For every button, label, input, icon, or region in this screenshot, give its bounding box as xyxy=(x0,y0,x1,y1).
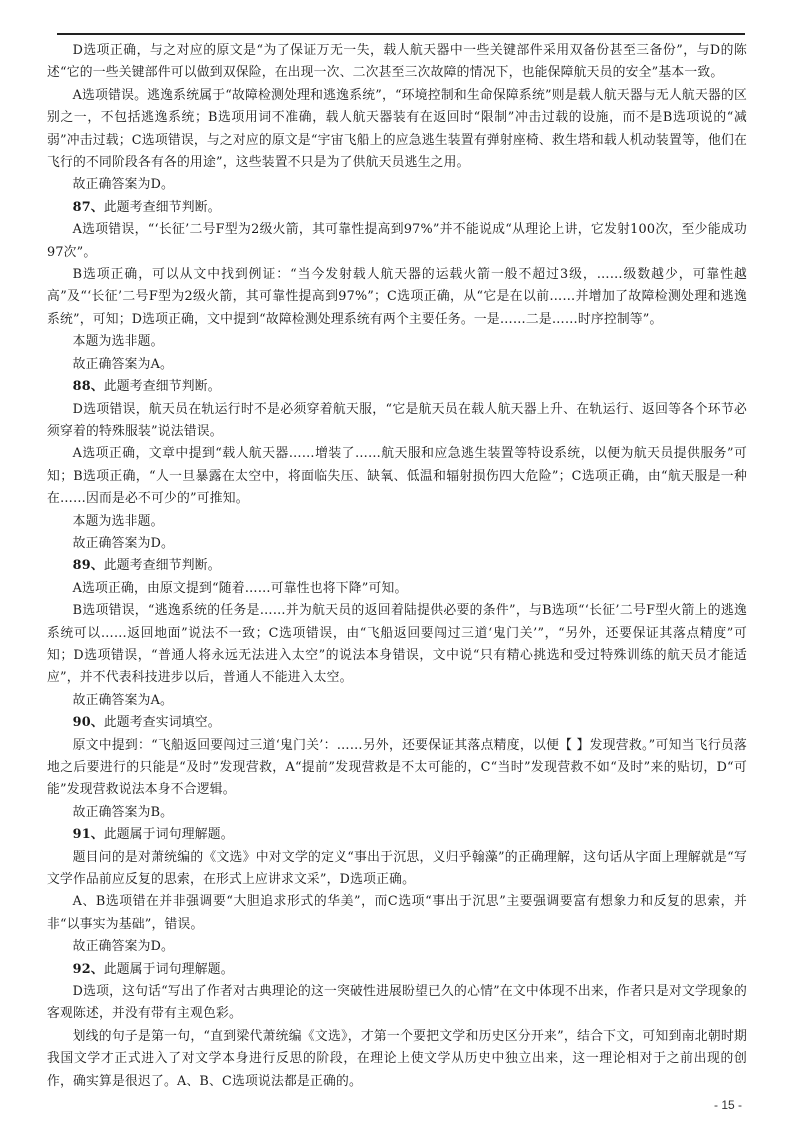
question-number: 88、 xyxy=(72,379,104,395)
question-heading xyxy=(47,959,747,981)
question-number: 87、 xyxy=(72,199,104,215)
page-number: - 15 - xyxy=(713,1098,742,1112)
question-number: 89、 xyxy=(72,558,104,574)
body-paragraph: 故正确答案为D。 xyxy=(72,939,175,955)
question-heading xyxy=(47,197,747,219)
body-paragraph: 本题为选非题。 xyxy=(72,513,164,529)
body-paragraph: A选项正确，由原文提到“随着……可靠性也将下降”可知。 xyxy=(72,580,408,596)
body-paragraph: 故正确答案为D。 xyxy=(72,177,175,193)
body-paragraph: A选项错误，“‘长征’二号F型为2级火箭，其可靠性提高到97%”并不能说成“从理论上讲，它发射100次，至少能成功97次”。 xyxy=(47,222,747,260)
body-paragraph: A、B选项错在并非强调要“大胆追求形式的华美”，而C选项“事出于沉思”主要强调要富有想象力和反复的思索，并非“以事实为基础”，错误。 xyxy=(47,894,747,932)
body-paragraph: D选项正确，与之对应的原文是“为了保证万无一失，载人航天器中一些关键部件采用双备份甚至三备份”，与D的陈述“它的一些关键部件可以做到双保险，在出现一次、二次甚至三次故障的情况下，也能保障航天员的安全”基本一致。 xyxy=(47,43,747,81)
body-paragraph: A选项错误。逃逸系统属于“故障检测处理和逃逸系统”，“环境控制和生命保障系统”则是载人航天器与无人航天器的区别之一，不包括逃逸系统；B选项用词不准确，载人航天器装有在返回时“限制”冲击过载的设施，而不是B选项说的“减弱”冲击过载；C选项错误，与之对应的原文是“宇宙飞船上的应急逃生装置有弹射座椅、救生塔和载人机动装置等，他们在飞行的不同阶段各有各的用途”，这些装置不只是为了供航天员逃生之用。 xyxy=(47,87,747,171)
header-rule xyxy=(57,33,745,35)
question-heading xyxy=(47,376,747,398)
body-paragraph: D选项错误，航天员在轨运行时不是必须穿着航天服，“它是航天员在载人航天器上升、在轨运行、返回等各个环节必须穿着的特殊服装”说法错误。 xyxy=(47,401,747,439)
body-paragraph: 本题为选非题。 xyxy=(72,334,164,350)
question-type: 此题考查细节判断。 xyxy=(103,558,221,574)
body-paragraph: D选项，这句话“写出了作者对古典理论的这一突破性进展盼望已久的心情”在文中体现不出来，作者只是对文学现象的客观陈述，并没有带有主观色彩。 xyxy=(47,984,747,1022)
question-heading xyxy=(47,824,747,846)
question-heading xyxy=(47,712,747,734)
question-type: 此题属于词句理解题。 xyxy=(103,961,234,977)
body-paragraph: 题目问的是对萧统编的《文选》中对文学的定义“事出于沉思，义归乎翰藻”的正确理解，这句话从字面上理解就是“写文学作品前应反复的思索，在形式上应讲求文采”，D选项正确。 xyxy=(47,849,747,888)
body-paragraph: 故正确答案为A。 xyxy=(72,692,174,708)
body-paragraph: 原文中提到：“飞船返回要闯过三道‘鬼门关’：……另外，还要保证其落点精度，以便【 】发现营救。”可知当飞行员落地之后要进行的只能是“及时”发现营救，A“提前”发现营救是不太可能的，C“当时”发现营救不如“及时”来的贴切，D“可能”发现营救说法本身不合逻辑。 xyxy=(47,737,747,798)
body-paragraph: 故正确答案为B。 xyxy=(72,804,174,820)
document-body xyxy=(47,40,747,1093)
question-number: 92、 xyxy=(72,961,104,977)
question-number: 90、 xyxy=(72,715,104,731)
body-paragraph: B选项正确，可以从文中找到例证：“当今发射载人航天器的运载火箭一般不超过3级，……级数越少，可靠性越高”及“‘长征’二号F型为2级火箭，其可靠性提高到97%”；C选项正确，从“它是在以前……并增加了故障检测处理和逃逸系统”，可知；D选项正确，文中提到“故障检测处理系统有两个主要任务。一是……二是……时序控制等”。 xyxy=(47,267,747,327)
body-paragraph: B选项错误，“逃逸系统的任务是……并为航天员的返回着陆提供必要的条件”，与B选项“‘长征’二号F型火箭上的逃逸系统可以……返回地面”说法不一致；C选项错误，由“飞船返回要闯过三道‘鬼门关’”，“另外，还要保证其落点精度”可知；D选项错误，“普通人将永远无法进入太空”的说法本身错误，文中说“只有精心挑选和受过特殊训练的航天员才能适应”，并不代表科技进步以后，普通人不能进入太空。 xyxy=(47,603,747,686)
question-type: 此题考查实词填空。 xyxy=(103,715,221,731)
question-type: 此题属于词句理解题。 xyxy=(103,827,234,843)
body-paragraph: 划线的句子是第一句，“直到梁代萧统编《文选》，才第一个要把文学和历史区分开来”，结合下文，可知到南北朝时期我国文学才正式进入了对文学本身进行反思的阶段，在理论上使文学从历史中独立出来，这一理论相对于之前出现的创作，确实算是很迟了。A、B、C选项说法都是正确的。 xyxy=(47,1028,747,1089)
question-type: 此题考查细节判断。 xyxy=(103,199,221,215)
question-type: 此题考查细节判断。 xyxy=(103,379,221,395)
question-number: 91、 xyxy=(72,827,104,843)
question-heading xyxy=(47,555,747,577)
body-paragraph: 故正确答案为D。 xyxy=(72,535,175,551)
body-paragraph: 故正确答案为A。 xyxy=(72,356,174,372)
body-paragraph: A选项正确，文章中提到“载人航天器……增装了……航天服和应急逃生装置等特设系统，以便为航天员提供服务”可知；B选项正确，“人一旦暴露在太空中，将面临失压、缺氧、低温和辐射损伤四大危险”；C选项正确，由“航天服是一种在……因而是必不可少的”可推知。 xyxy=(47,446,747,507)
